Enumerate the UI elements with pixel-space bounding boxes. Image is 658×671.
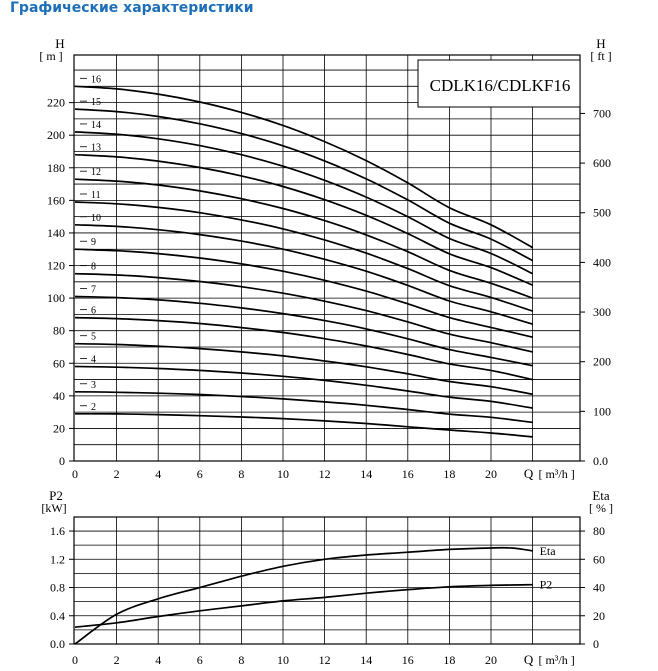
x-tick-label: 16 — [401, 653, 414, 667]
y-tick-label: 40 — [53, 388, 65, 403]
head-curve-11 — [75, 202, 533, 311]
y-tick-label-right: 0 — [593, 637, 599, 651]
stage-label-15: 15 — [91, 97, 101, 109]
head-curve-16 — [75, 86, 533, 247]
stage-label-14: 14 — [91, 119, 101, 131]
x-tick-label: 10 — [277, 653, 289, 667]
x-tick-label: 12 — [318, 653, 331, 667]
x-tick-label: 14 — [360, 467, 373, 481]
y-tick-label-right: 20 — [593, 608, 605, 623]
stage-label-6: 6 — [91, 305, 96, 317]
x-tick-label: 8 — [238, 467, 245, 481]
stage-label-12: 12 — [91, 167, 101, 179]
x-tick-label: 12 — [318, 467, 331, 481]
y-tick-label: 220 — [47, 95, 65, 110]
head-curve-15 — [75, 109, 533, 261]
x-tick-label: 0 — [72, 653, 78, 667]
y-tick-label: 120 — [47, 258, 65, 273]
y-tick-label: 20 — [53, 421, 65, 436]
y-axis-label-left: H — [55, 36, 65, 51]
x-tick-label: 6 — [196, 467, 203, 481]
x-tick-label: 8 — [238, 653, 245, 667]
eta-curve-label: Eta — [539, 543, 556, 558]
y-tick-label: 160 — [47, 193, 65, 208]
stage-label-7: 7 — [91, 284, 96, 296]
stage-label-8: 8 — [91, 261, 96, 273]
plot-frame — [74, 517, 580, 644]
y-tick-label-right: 600 — [593, 156, 611, 171]
x-tick-label: 20 — [485, 467, 497, 481]
x-tick-label: 2 — [113, 467, 120, 481]
y-tick-label-right: 200 — [593, 354, 611, 369]
y-axis-label-right: H — [596, 36, 606, 51]
stage-label-5: 5 — [91, 331, 96, 343]
stage-label-4: 4 — [91, 354, 96, 366]
stage-label-16: 16 — [91, 74, 101, 86]
y-tick-label: 60 — [53, 356, 65, 371]
y-axis-unit-right: [ ft ] — [590, 49, 612, 63]
y-tick-label: 1.2 — [50, 552, 65, 567]
y-axis-unit-left: [ m ] — [39, 49, 63, 63]
x-tick-label: 4 — [155, 653, 162, 667]
y-tick-label-right: 80 — [593, 524, 605, 539]
stage-label-11: 11 — [91, 189, 101, 201]
x-axis-unit: [ m³/h ] — [538, 653, 575, 667]
y-tick-label-right: 0.0 — [593, 454, 608, 468]
model-title: CDLK16/CDLKF16 — [429, 76, 571, 95]
y-tick-label-right: 100 — [593, 404, 611, 419]
y-tick-label: 0.8 — [50, 580, 65, 595]
x-tick-label: 2 — [113, 653, 120, 667]
p2-curve-label: P2 — [539, 577, 553, 592]
head-curve-5 — [75, 344, 533, 395]
y-axis-unit-right: [ % ] — [589, 501, 613, 515]
power-efficiency-chart — [41, 488, 613, 667]
y-tick-label-right: 60 — [593, 552, 605, 567]
head-curve-3 — [75, 392, 533, 423]
x-tick-label: 16 — [401, 467, 414, 481]
x-tick-label: 20 — [485, 653, 497, 667]
stage-label-2: 2 — [91, 401, 96, 413]
y-tick-label-right: 500 — [593, 205, 611, 220]
x-tick-label: 10 — [277, 467, 289, 481]
x-axis-label: Q — [523, 652, 534, 667]
stage-label-9: 9 — [91, 237, 96, 249]
y-tick-label: 200 — [47, 128, 65, 143]
head-curve-6 — [75, 318, 533, 380]
head-curve-2 — [75, 414, 533, 437]
x-tick-label: 18 — [443, 467, 456, 481]
stage-label-10: 10 — [91, 212, 101, 224]
y-tick-label: 180 — [47, 160, 65, 175]
x-tick-label: 4 — [155, 467, 162, 481]
y-axis-label-left: P2 — [49, 488, 63, 503]
y-tick-label: 140 — [47, 225, 65, 240]
head-curve-7 — [75, 297, 533, 366]
head-chart — [39, 36, 611, 481]
x-tick-label: 0 — [72, 467, 78, 481]
x-tick-label: 6 — [196, 653, 203, 667]
stage-label-13: 13 — [91, 142, 101, 154]
y-tick-label: 0.4 — [50, 608, 65, 623]
y-tick-label: 80 — [53, 323, 65, 338]
x-tick-label: 18 — [443, 653, 456, 667]
y-tick-label-right: 40 — [593, 580, 605, 595]
head-curve-12 — [75, 179, 533, 298]
stage-label-3: 3 — [91, 379, 96, 391]
y-tick-label-right: 700 — [593, 106, 611, 121]
head-curve-8 — [75, 274, 533, 352]
x-axis-unit: [ m³/h ] — [538, 467, 575, 481]
y-axis-unit-left: [kW] — [41, 501, 67, 515]
y-tick-label: 1.6 — [50, 524, 65, 539]
y-axis-label-right: Eta — [592, 488, 610, 503]
x-tick-label: 14 — [360, 653, 373, 667]
y-tick-label-right: 300 — [593, 305, 611, 320]
p2-curve — [75, 585, 533, 627]
y-tick-label-right: 400 — [593, 255, 611, 270]
y-tick-label: 0 — [59, 454, 65, 468]
head-curve-9 — [75, 249, 533, 337]
page-heading: Графические характеристики — [10, 0, 254, 16]
y-tick-label: 0.0 — [50, 637, 65, 651]
head-curve-4 — [75, 367, 533, 409]
x-axis-label: Q — [523, 466, 534, 481]
y-tick-label: 100 — [47, 291, 65, 306]
